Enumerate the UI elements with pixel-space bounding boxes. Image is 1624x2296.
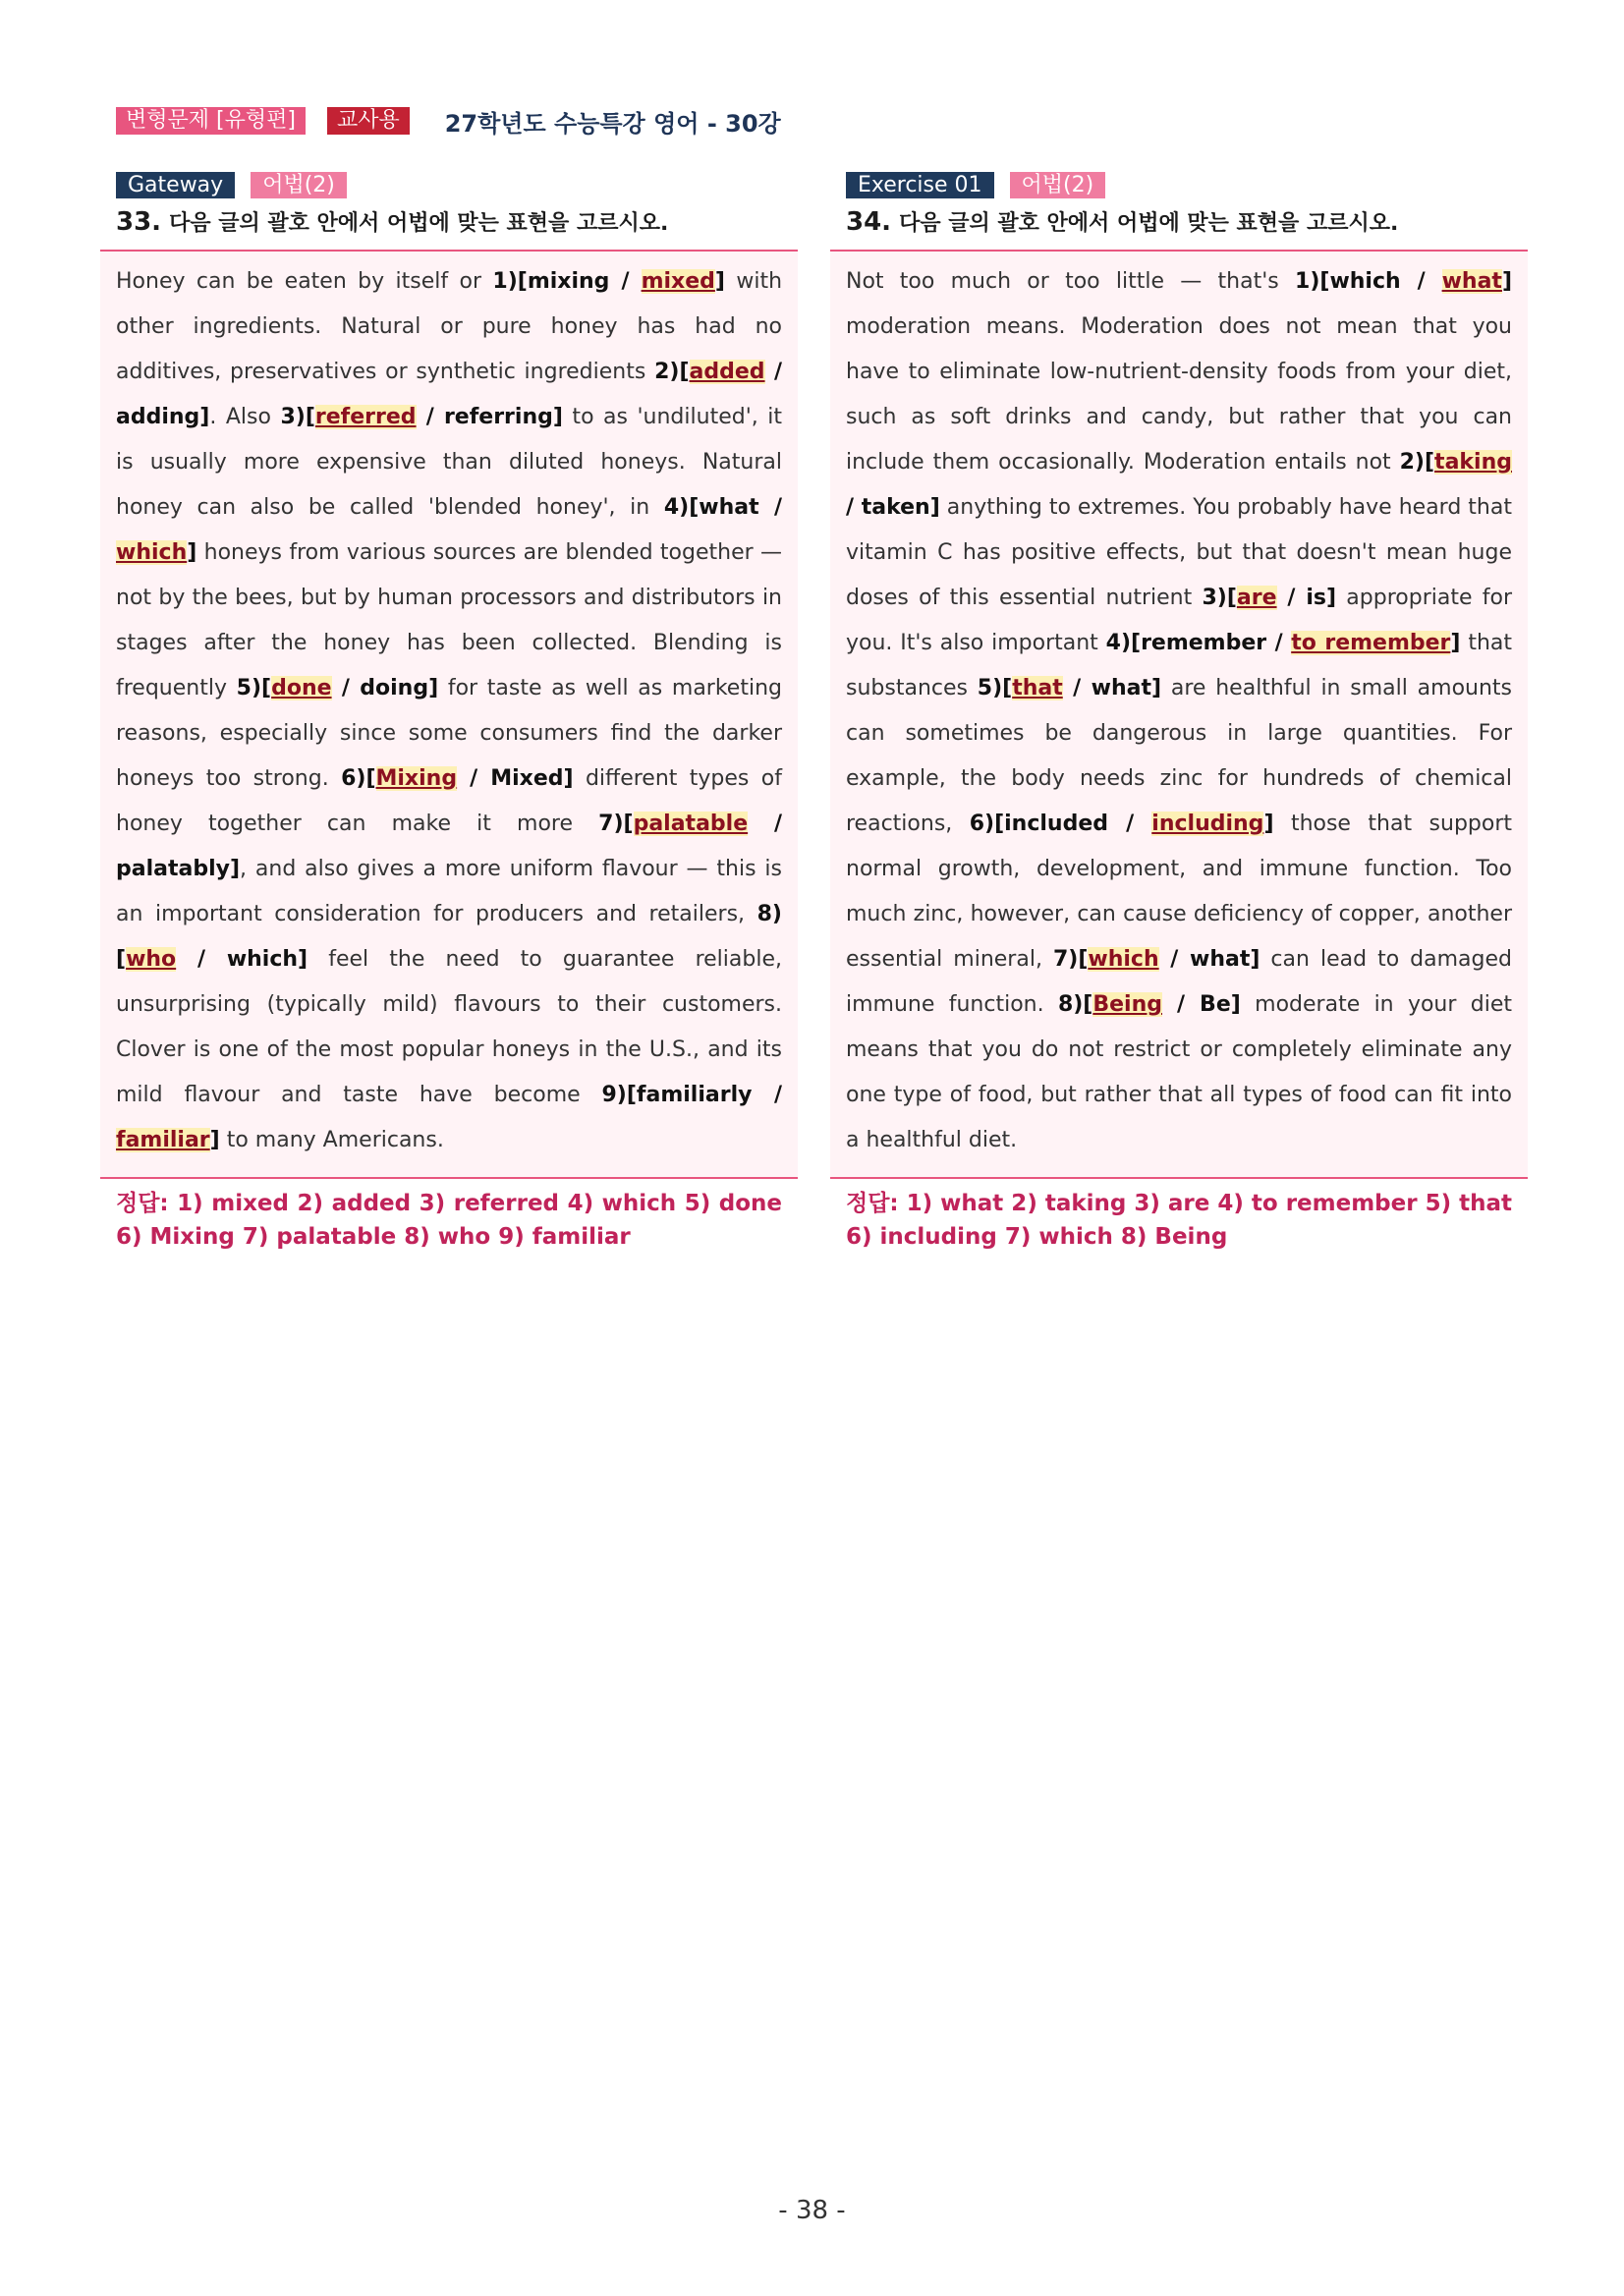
option-separator: / — [764, 360, 782, 384]
passage-text: , and also gives a more uniform flavour — this is an important consideration for producers and retailers, — [116, 857, 782, 926]
blank-number: 7)[ — [598, 812, 634, 836]
blank-number: 7)[ — [1052, 947, 1089, 972]
option-separator: / — [176, 947, 227, 972]
blank-number: 5)[ — [236, 676, 272, 700]
bracket-close: ] — [209, 1128, 220, 1152]
passage-text: with other ingredients. Natural or pure honey has had no additives, preservatives or synthetic ingredients — [116, 269, 783, 384]
question-instruction: 다음 글의 괄호 안에서 어법에 맞는 표현을 고르시오. — [899, 211, 1399, 236]
passage-text: to many Americans. — [219, 1128, 444, 1152]
blank-option: remember — [1141, 631, 1267, 655]
correct-option: added — [689, 360, 765, 384]
bracket-close: ] — [563, 766, 574, 791]
blank-number: 9)[ — [601, 1083, 637, 1107]
bracket-close: ] — [199, 405, 210, 429]
page-header — [116, 104, 781, 138]
blank-number: 3)[ — [280, 405, 315, 429]
correct-option: done — [271, 676, 332, 700]
option-separator: / — [1266, 631, 1292, 655]
passage-text: honeys from various sources are blended together — not by the bees, but by human processors and distributors in stages after the honey has been collected. Blending is frequently — [116, 540, 782, 700]
type-label: 어법(2) — [251, 172, 347, 198]
blank-option: Mixed — [490, 766, 564, 791]
blank-number: 1)[ — [1295, 269, 1330, 294]
type-label: 어법(2) — [1010, 172, 1106, 198]
bracket-close: ] — [1501, 269, 1512, 294]
teacher-tag: 교사용 — [327, 107, 410, 135]
passage-text: Not too much or too little — that's — [846, 269, 1296, 294]
blank-option: referring — [443, 405, 553, 429]
bracket-close: ] — [552, 405, 563, 429]
correct-option: referred — [314, 405, 417, 429]
option-separator: / — [1108, 812, 1152, 836]
bracket-close: ] — [1263, 812, 1274, 836]
correct-option: what — [1441, 269, 1502, 294]
passage-text: Honey can be eaten by itself or — [116, 269, 493, 294]
option-separator: / — [748, 812, 782, 836]
option-separator: / — [846, 495, 862, 520]
passage — [100, 250, 798, 1179]
option-separator: / — [457, 766, 491, 791]
correct-option: familiar — [116, 1128, 210, 1152]
bracket-close: ] — [1326, 586, 1337, 610]
bracket-close: ] — [1151, 676, 1162, 700]
passage-text: that substances — [846, 631, 1512, 700]
option-separator: / — [609, 269, 642, 294]
blank-option: included — [1004, 812, 1109, 836]
answer-key: 정답: 1) what 2) taking 3) are 4) to remember 5) that 6) including 7) which 8) Being — [846, 1191, 1512, 1250]
passage-text: those that support normal growth, development, and immune function. Too much zinc, however, can cause deficiency of copper, another essential mineral, — [846, 812, 1513, 972]
passage-text: are healthful in small amounts can sometimes be dangerous in large quantities. For example, the body needs zinc for hundreds of chemical reactions, — [846, 676, 1513, 836]
passage-text: can lead to damaged immune function. — [846, 947, 1512, 1017]
blank-option: palatably — [116, 857, 230, 881]
option-separator: / — [752, 1083, 782, 1107]
bracket-close: ] — [187, 540, 197, 565]
question-instruction: 다음 글의 괄호 안에서 어법에 맞는 표현을 고르시오. — [169, 211, 669, 236]
option-separator: / — [1062, 676, 1092, 700]
page-number: - 38 - — [778, 2196, 846, 2225]
blank-option: taken — [861, 495, 930, 520]
option-separator: / — [1162, 992, 1201, 1017]
correct-option: to remember — [1291, 631, 1451, 655]
blank-number: 3)[ — [1202, 586, 1237, 610]
question-labels — [846, 171, 1528, 198]
question-number: 33. — [116, 207, 162, 237]
correct-option: Mixing — [375, 766, 458, 791]
passage-text: moderation means. Moderation does not mean that you have to eliminate low-nutrient-density foods from your diet, such as soft drinks and candy, but rather that you can include them occasionally. Moderation entails not — [846, 314, 1512, 475]
question-number: 34. — [846, 207, 892, 237]
blank-option: doing — [360, 676, 429, 700]
option-separator: / — [758, 495, 782, 520]
correct-option: which — [1088, 947, 1159, 972]
bracket-close: ] — [714, 269, 725, 294]
blank-option: what — [1190, 947, 1251, 972]
answer-key: 정답: 1) mixed 2) added 3) referred 4) which 5) done 6) Mixing 7) palatable 8) who 9) familiar — [116, 1191, 782, 1250]
correct-option: taking — [1434, 450, 1512, 475]
correct-option: palatable — [633, 812, 749, 836]
option-separator: / — [1158, 947, 1190, 972]
blank-option: which — [1329, 269, 1401, 294]
section-label: Gateway — [116, 172, 235, 198]
passage-text: to as 'undiluted', it is usually more expensive than diluted honeys. Natural honey can also be called 'blended honey', in — [116, 405, 782, 520]
blank-option: familiarly — [636, 1083, 753, 1107]
blank-number: 5)[ — [977, 676, 1013, 700]
correct-option: including — [1151, 812, 1264, 836]
bracket-close: ] — [428, 676, 439, 700]
blank-option: mixing — [527, 269, 610, 294]
option-separator: / — [1400, 269, 1442, 294]
bracket-close: ] — [1230, 992, 1241, 1017]
blank-number: 6)[ — [341, 766, 376, 791]
section-label: Exercise 01 — [846, 172, 994, 198]
passage-text: moderate in your diet means that you do not restrict or completely eliminate any one type of food, but rather that all types of food can fit into a healthful diet. — [846, 992, 1512, 1152]
blank-option: adding — [116, 405, 200, 429]
option-separator: / — [416, 405, 444, 429]
page-title: 27학년도 수능특강 영어 - 30강 — [444, 109, 781, 138]
blank-number: 8)[ — [1057, 992, 1093, 1017]
blank-number: 8)[ — [116, 902, 782, 972]
bracket-close: ] — [1250, 947, 1260, 972]
correct-option: mixed — [641, 269, 715, 294]
passage-text: feel the need to guarantee reliable, unsurprising (typically mild) flavours to their customers. Clover is one of the most popular honeys in the U.S., and its mild flavour and taste have become — [116, 947, 782, 1107]
question-title — [846, 204, 1528, 240]
correct-option: who — [126, 947, 177, 972]
blank-number: 1)[ — [492, 269, 528, 294]
blank-number: 2)[ — [654, 360, 690, 384]
blank-number: 4)[ — [663, 495, 700, 520]
passage-text: for taste as well as marketing reasons, especially since some consumers find the darker honeys too strong. — [116, 676, 782, 791]
passage-text: . Also — [209, 405, 281, 429]
blank-option: which — [226, 947, 299, 972]
variant-tag: 변형문제 [유형편] — [116, 107, 306, 135]
bracket-close: ] — [1450, 631, 1461, 655]
question-34-column — [830, 171, 1528, 1254]
question-title — [116, 204, 798, 240]
correct-option: which — [116, 540, 188, 565]
passage-text: different types of honey together can make it more — [116, 766, 782, 836]
blank-number: 6)[ — [969, 812, 1005, 836]
option-separator: / — [331, 676, 361, 700]
question-labels — [116, 171, 798, 198]
bracket-close: ] — [929, 495, 940, 520]
blank-option: Be — [1200, 992, 1231, 1017]
blank-option: is — [1306, 586, 1326, 610]
blank-option: what — [1091, 676, 1152, 700]
correct-option: Being — [1092, 992, 1162, 1017]
passage-text: appropriate for you. It's also important — [846, 586, 1512, 655]
blank-option: what — [699, 495, 759, 520]
correct-option: that — [1012, 676, 1063, 700]
correct-option: are — [1236, 586, 1277, 610]
passage-text: anything to extremes. You probably have heard that vitamin C has positive effects, but that doesn't mean huge doses of this essential nutrient — [846, 495, 1512, 610]
question-33-column — [100, 171, 798, 1254]
option-separator: / — [1276, 586, 1307, 610]
blank-number: 2)[ — [1399, 450, 1435, 475]
bracket-close: ] — [298, 947, 308, 972]
passage — [830, 250, 1528, 1179]
bracket-close: ] — [229, 857, 241, 881]
blank-number: 4)[ — [1105, 631, 1142, 655]
